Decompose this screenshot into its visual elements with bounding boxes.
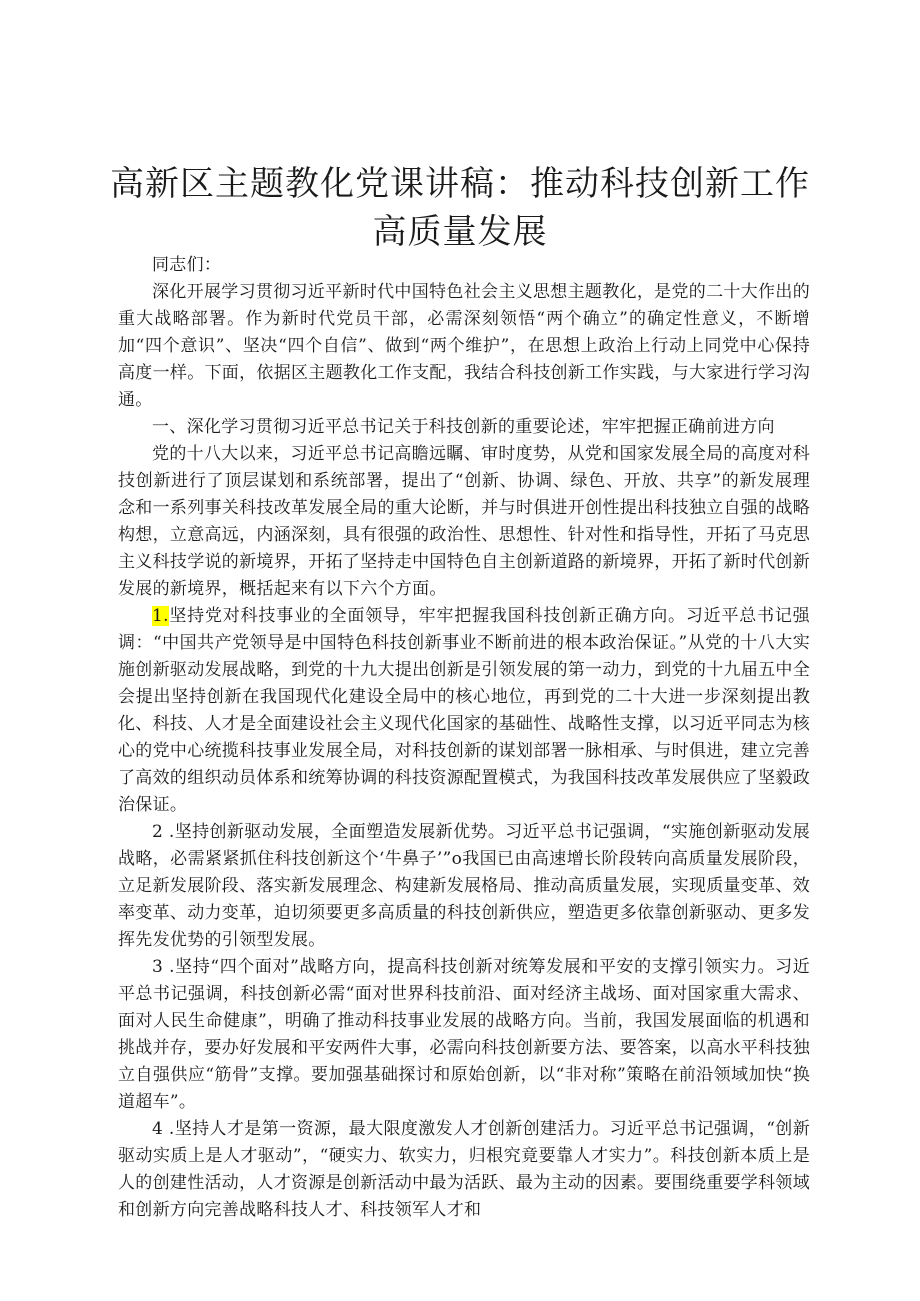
title-line-1: 高新区主题教化党课讲稿：推动科技创新工作 (110, 164, 810, 204)
title-line-2: 高质量发展 (372, 212, 548, 252)
document-body (118, 252, 810, 1224)
item-1-marker-highlight: 1. (152, 606, 169, 626)
item-3-paragraph: 3 .坚持“四个面对”战略方向，提高科技创新对统筹发展和平安的支撑引领实力。习近平总书记强调，科技创新必需“面对世界科技前沿、面对经济主战场、面对国家重大需求、面对人民生命健康”，明确了推动科技事业发展的战略方向。当前，我国发展面临的机遇和挑战并存，要办好发展和平安两件大事，必需向科技创新要方法、要答案，以高水平科技独立自强供应“筋骨”支撑。要加强基础探讨和原始创新，以“非对称”策略在前沿领域加快“换道超车”。 (118, 957, 810, 1112)
item-2-paragraph: 2 .坚持创新驱动发展，全面塑造发展新优势。习近平总书记强调，“实施创新驱动发展战略，必需紧紧抓住科技创新这个‘牛鼻子’”o我国已由高速增长阶段转向高质量发展阶段，立足新发展阶段、落实新发展理念、构建新发展格局、推动高质量发展，实现质量变革、效率变革、动力变革，迫切须要更多高质量的科技创新供应，塑造更多依靠创新驱动、更多发挥先发优势的引领型发展。 (118, 822, 810, 950)
item-1-paragraph (118, 603, 810, 819)
document-title (110, 160, 810, 256)
section-1-intro-paragraph: 党的十八大以来，习近平总书记高瞻远瞩、审时度势，从党和国家发展全局的高度对科技创新进行了顶层谋划和系统部署，提出了“创新、协调、绿色、开放、共享”的新发展理念和一系列事关科技改革发展全局的重大论断，并与时俱进开创性提出科技独立自强的战略构想，立意高远，内涵深刻，具有很强的政治性、思想性、针对性和指导性，开拓了马克思主义科技学说的新境界，开拓了坚持走中国特色自主创新道路的新境界，开拓了新时代创新发展的新境界，概括起来有以下六个方面。 (118, 444, 810, 599)
intro-paragraph: 深化开展学习贯彻习近平新时代中国特色社会主义思想主题教化，是党的二十大作出的重大战略部署。作为新时代党员干部，必需深刻领悟“两个确立”的确定性意义，不断增加“四个意识”、坚决“四个自信”、做到“两个维护”，在思想上政治上行动上同党中心保持高度一样。下面，依据区主题教化工作支配，我结合科技创新工作实践，与大家进行学习沟通。 (118, 282, 810, 410)
section-1-heading: 一、深化学习贯彻习近平总书记关于科技创新的重要论述，牢牢把握正确前进方向 (152, 417, 775, 437)
salutation: 同志们： (152, 255, 222, 275)
item-4-paragraph: 4 .坚持人才是第一资源，最大限度激发人才创新创建活力。习近平总书记强调，“创新驱动实质上是人才驱动”，“硬实力、软实力，归根究竟要靠人才实力”。科技创新本质上是人的创建性活动，人才资源是创新活动中最为活跃、最为主动的因素。要围绕重要学科领域和创新方向完善战略科技人才、科技领军人才和 (118, 1119, 810, 1220)
item-1-text: 坚持党对科技事业的全面领导，牢牢把握我国科技创新正确方向。习近平总书记强调：“中国共产党领导是中国特色科技创新事业不断前进的根本政治保证。”从党的十八大实施创新驱动发展战略，到党的十九大提出创新是引领发展的第一动力，到党的十九届五中全会提出坚持创新在我国现代化建设全局中的核心地位，再到党的二十大进一步深刻提出教化、科技、人才是全面建设社会主义现代化国家的基础性、战略性支撑，以习近平同志为核心的党中心统揽科技事业发展全局，对科技创新的谋划部署一脉相承、与时俱进，建立完善了高效的组织动员体系和统筹协调的科技资源配置模式，为我国科技改革发展供应了坚毅政治保证。 (118, 606, 810, 815)
